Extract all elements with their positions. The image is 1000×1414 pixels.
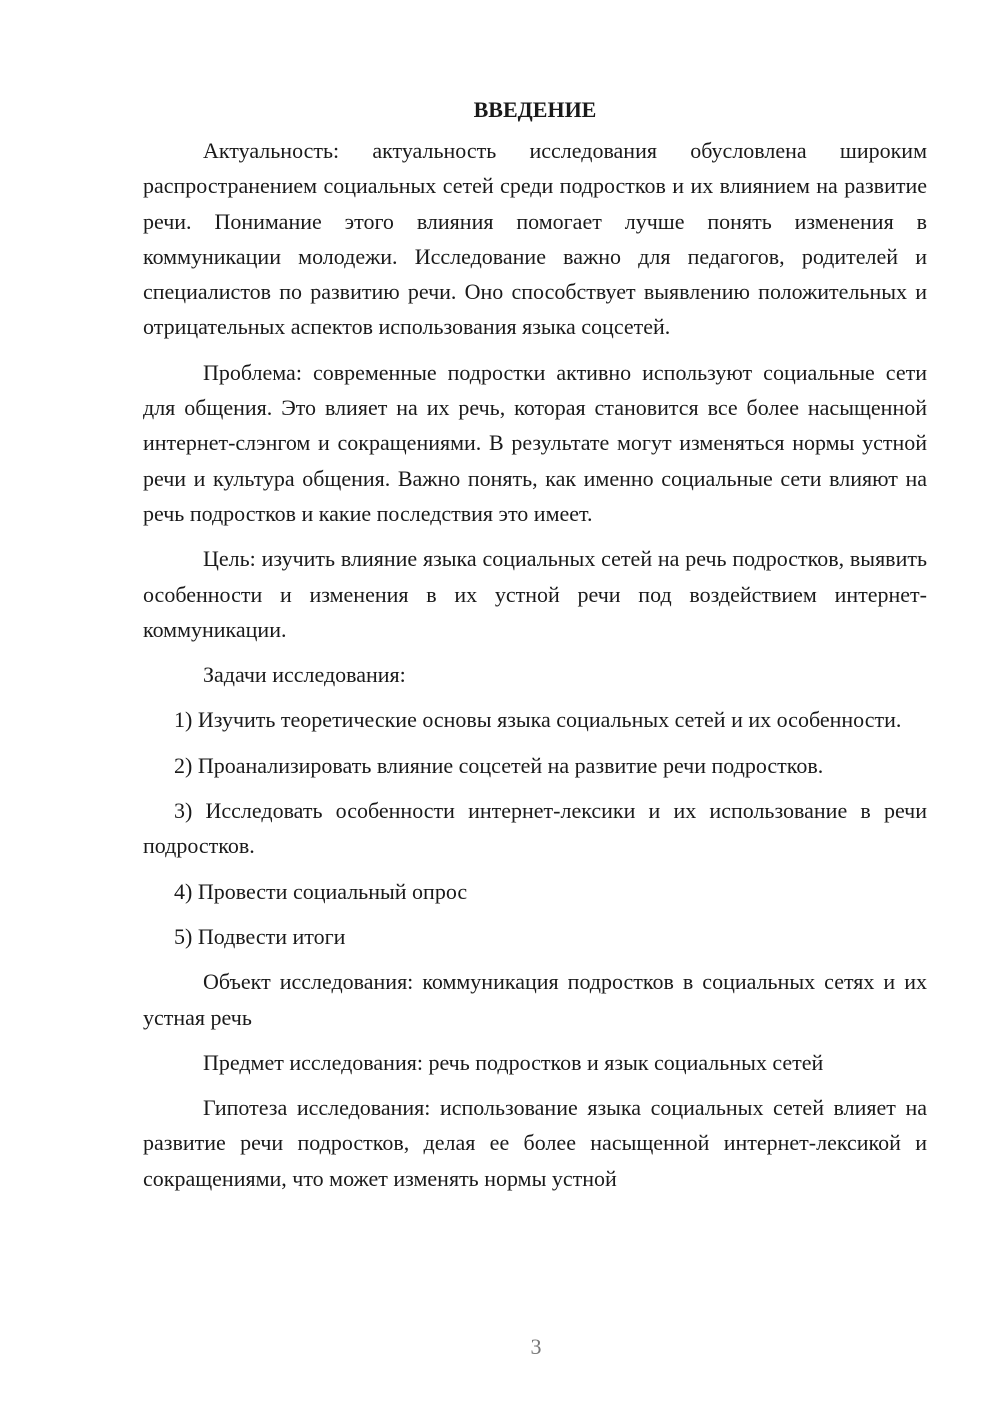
task-item: 4) Провести социальный опрос: [174, 878, 468, 904]
page-number: 3: [530, 1334, 542, 1359]
problem-paragraph: Проблема: современные подростки активно используют социальные сети для общения. Это влияет на их речь, которая становится все более насыщенной интернет-слэнгом и сокращениями. В результате могут изменяться нормы устной речи и культура общения. Важно понять, как именно социальные сети влияют на речь подростков и какие последствия это имеет.: [143, 359, 927, 526]
tasks-title: Задачи исследования:: [203, 662, 406, 688]
task-item: 1) Изучить теоретические основы языка социальных сетей и их особенности.: [174, 707, 902, 733]
task-item: 3) Исследовать особенности интернет-лексики и их использование в речи подростков.: [143, 798, 927, 859]
task-item: 5) Подвести итоги: [174, 923, 346, 949]
task-item: 2) Проанализировать влияние соцсетей на развитие речи подростков.: [174, 752, 824, 778]
goal-paragraph: Цель: изучить влияние языка социальных сетей на речь подростков, выявить особенности и изменения в их устной речи под воздействием интернет-коммуникации.: [143, 546, 927, 642]
hypothesis-paragraph: Гипотеза исследования: использование языка социальных сетей влияет на развитие речи подростков, делая ее более насыщенной интернет-лексикой и сокращениями, что может изменять нормы устной: [143, 1095, 927, 1191]
page-title: ВВЕДЕНИЕ: [473, 97, 597, 122]
relevance-paragraph: Актуальность: актуальность исследования обусловлена широким распространением социальных сетей среди подростков и их влиянием на развитие речи. Понимание этого влияния помогает лучше понять изменения в коммуникации молодежи. Исследование важно для педагогов, родителей и специалистов по развитию речи. Оно способствует выявлению положительных и отрицательных аспектов использования языка соцсетей.: [143, 138, 927, 340]
subject-paragraph: Предмет исследования: речь подростков и язык социальных сетей: [203, 1049, 824, 1075]
object-paragraph: Объект исследования: коммуникация подростков в социальных сетях и их устная речь: [143, 969, 927, 1030]
